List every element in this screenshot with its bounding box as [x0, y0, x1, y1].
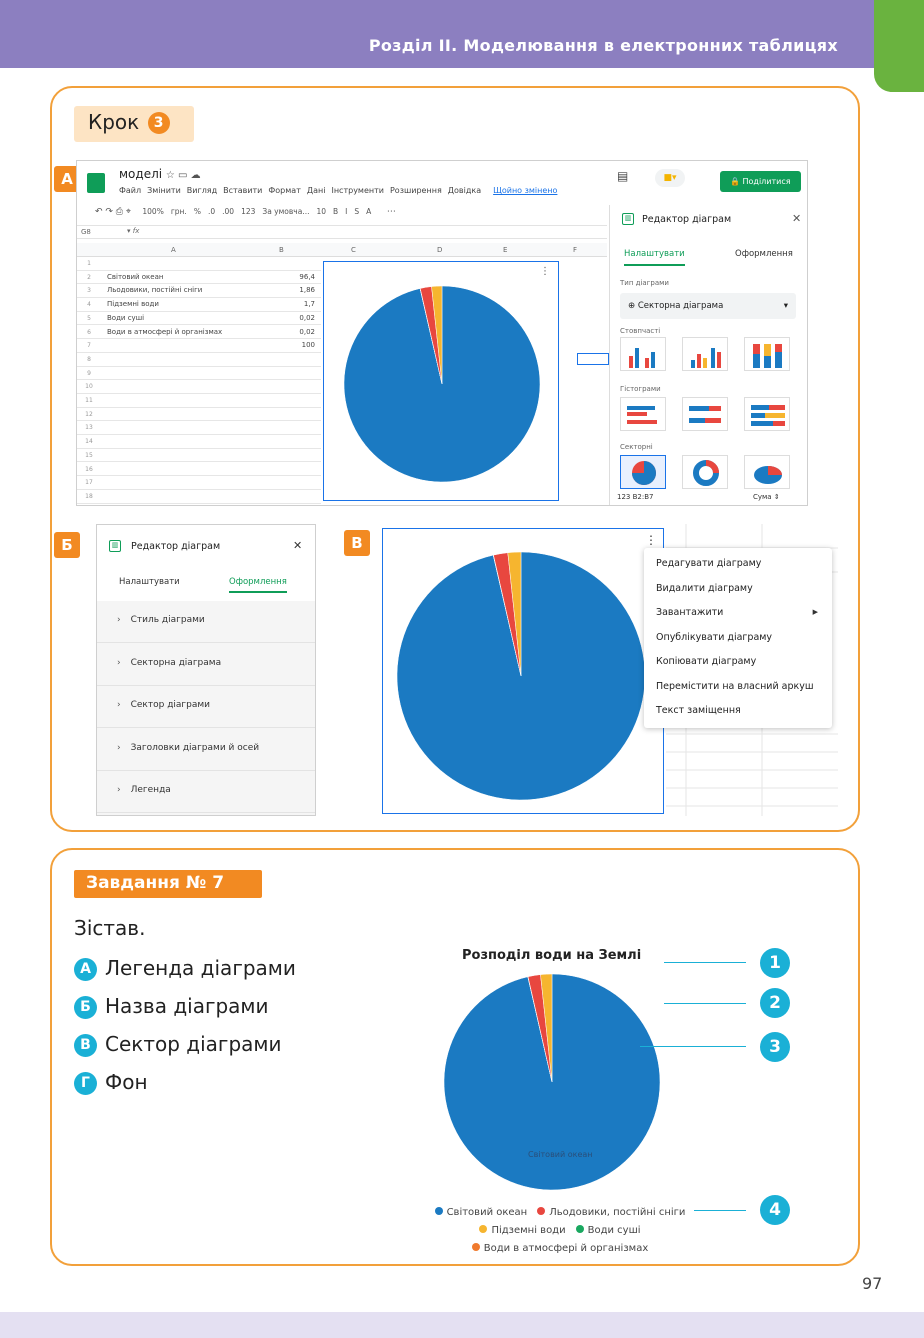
pie-chart-thumb-1[interactable] [620, 455, 666, 489]
context-menu-item[interactable]: Текст заміщення [656, 705, 741, 716]
row-number: 1 [87, 260, 91, 267]
table-row [77, 421, 321, 435]
table-row [77, 367, 321, 381]
style-section-item[interactable] [97, 686, 315, 728]
table-row [77, 394, 321, 408]
table-row [77, 476, 321, 490]
tab-setup[interactable]: Налаштувати [119, 577, 180, 587]
range-indicator: 123 B2:B7 [617, 493, 654, 501]
bar-chart-thumb-3[interactable] [744, 397, 790, 431]
close-icon[interactable]: ✕ [293, 539, 303, 552]
donut-chart-thumb[interactable] [682, 455, 728, 489]
callout-3: 3 [760, 1032, 790, 1062]
legend-label: Льодовики, постійні сніги [549, 1207, 686, 1218]
task-option [74, 956, 296, 981]
doc-title[interactable]: моделі ☆ ▭ ☁ [119, 167, 201, 181]
toolbar-item[interactable]: грн. [170, 207, 187, 216]
toolbar: ↶ ↷ ⎙ ⌖ 100% грн. % .0 .00 123 За умовча... 10 B I S A ⋯ [95, 207, 396, 217]
pie-3d-chart-thumb[interactable] [744, 455, 790, 489]
task-option [74, 994, 269, 1019]
table-row [77, 463, 321, 477]
style-section-label: Секторна діаграма [130, 657, 222, 668]
style-section-item[interactable] [97, 601, 315, 643]
row-number: 4 [87, 301, 91, 309]
legend-label: Світовий океан [446, 1207, 528, 1218]
task-option [74, 1070, 148, 1095]
table-row [77, 271, 321, 285]
row-number: 12 [85, 410, 93, 418]
chart-icon: ▥ [622, 213, 634, 225]
row-number: 3 [87, 287, 91, 295]
toolbar-item[interactable]: B [333, 207, 339, 216]
row-number: 15 [85, 451, 93, 459]
meet-icon[interactable]: ■▾ [655, 169, 685, 187]
callout-4: 4 [760, 1195, 790, 1225]
cell-a[interactable]: Підземні води [107, 300, 159, 309]
context-menu-item[interactable]: Опублікувати діаграму [656, 631, 773, 643]
option-text: Легенда діаграми [105, 956, 296, 980]
toolbar-item[interactable]: .00 [222, 207, 235, 216]
legend-item [479, 1225, 565, 1236]
chart-context-menu [644, 548, 832, 728]
step-label-text: Крок [88, 110, 140, 134]
callout-2: 2 [760, 988, 790, 1018]
legend-row [420, 1238, 700, 1256]
column-headers [77, 243, 607, 257]
legend-row [420, 1202, 700, 1220]
legend-swatch [537, 1207, 545, 1215]
legend-label: Води суші [587, 1225, 641, 1236]
tag-a: А [54, 166, 80, 192]
callout-line-4 [694, 1210, 746, 1211]
task-option [74, 1032, 281, 1057]
cell-b[interactable]: 100 [301, 341, 315, 350]
task-instruction: Зістав. [74, 916, 146, 940]
row-number: 16 [85, 465, 93, 473]
table-row [77, 435, 321, 449]
screenshot-a [76, 160, 808, 506]
table-row [77, 298, 321, 312]
cell-a[interactable]: Води в атмосфері й організмах [107, 327, 223, 336]
column-chart-thumb-2[interactable] [682, 337, 728, 371]
chapter-tab [874, 0, 924, 92]
chart-menu-icon[interactable]: ⋮ [645, 533, 657, 547]
toolbar-item[interactable]: За умовча... [262, 207, 310, 216]
screenshot-b [96, 524, 316, 816]
context-menu-item[interactable]: Видалити діаграму [656, 582, 753, 594]
option-letter-badge: Г [74, 1072, 97, 1095]
legend-item [537, 1207, 685, 1218]
column-header[interactable]: B [279, 246, 284, 254]
cell-b[interactable]: 1,7 [303, 300, 315, 309]
style-section-item[interactable] [97, 771, 315, 813]
table-row [77, 353, 321, 367]
cell-a[interactable]: Льодовики, постійні сніги [107, 286, 203, 295]
row-number: 6 [87, 328, 91, 336]
menu-item[interactable]: Формат [268, 186, 301, 195]
table-row [77, 408, 321, 422]
legend-swatch [479, 1225, 487, 1233]
legend-label: Води в атмосфері й організмах [483, 1243, 649, 1254]
row-number: 2 [87, 273, 91, 281]
table-row [77, 339, 321, 353]
menu-item[interactable]: Файл [119, 186, 142, 195]
toolbar-item[interactable]: 123 [241, 207, 256, 216]
last-change-link[interactable]: Щойно змінено [493, 186, 558, 195]
menu-item[interactable]: Інструменти [331, 186, 384, 195]
table-row [77, 312, 321, 326]
submenu-arrow-icon: ▶ [812, 608, 818, 616]
chart-legend [420, 1202, 700, 1256]
editor-title: Редактор діаграм [131, 541, 221, 552]
style-section-label: Сектор діаграми [130, 700, 211, 710]
menu-item[interactable]: Змінити [147, 186, 181, 195]
table-row [77, 490, 321, 504]
embedded-chart[interactable] [323, 261, 559, 501]
editor-title: Редактор діаграм [642, 214, 732, 225]
pie-chart-c [383, 529, 665, 815]
formula-bar [77, 225, 607, 239]
cell-a[interactable]: Води суші [107, 313, 145, 322]
footer-band [0, 1312, 924, 1338]
cell-b[interactable]: 0,02 [299, 327, 315, 336]
fx-icon: ▾ fx [127, 227, 140, 235]
comments-icon[interactable]: ▤ [617, 169, 629, 183]
chevron-right-icon: › [117, 785, 121, 795]
selected-cell[interactable] [577, 353, 609, 365]
table-row [77, 257, 321, 271]
bar-chart-thumb-2[interactable] [682, 397, 728, 431]
cell-b[interactable]: 0,02 [299, 313, 315, 322]
header-band [0, 0, 924, 68]
chevron-right-icon: › [117, 742, 121, 753]
menu-item[interactable]: Вигляд [186, 186, 218, 195]
context-menu-item[interactable]: Копіювати діаграму [656, 656, 757, 667]
sum-indicator[interactable]: Сума ⇕ [753, 493, 780, 501]
tag-c: В [344, 530, 370, 556]
style-section-label: Стиль діаграми [130, 615, 205, 625]
column-header[interactable]: A [171, 246, 176, 254]
legend-swatch [435, 1207, 443, 1215]
context-menu-item[interactable]: Завантажити [656, 607, 724, 618]
menu-item[interactable]: Дані [306, 186, 326, 195]
row-number: 9 [87, 369, 91, 377]
row-number: 14 [85, 438, 93, 446]
step-number-badge: 3 [148, 112, 170, 134]
cell-b[interactable]: 1,86 [299, 286, 315, 295]
tab-style[interactable]: Оформлення [735, 249, 793, 259]
bar-chart-thumb-1[interactable] [620, 397, 666, 431]
task-tag: Завдання № 7 [74, 870, 262, 898]
group-hist: Гістограми [620, 385, 661, 393]
chevron-right-icon: › [117, 657, 121, 668]
tab-style[interactable]: Оформлення [229, 577, 287, 593]
table-row [77, 449, 321, 463]
table-row [77, 284, 321, 298]
cell-ref: G8 [81, 228, 91, 236]
chart-type-label: Тип діаграми [620, 279, 669, 287]
pie-chart-a [324, 262, 560, 502]
menu-item[interactable]: Довідка [447, 186, 482, 195]
style-section-item[interactable] [97, 729, 315, 771]
chart-type-select[interactable]: ⊕ Секторна діаграма ▾ [620, 293, 796, 319]
option-letter-badge: А [74, 958, 97, 981]
column-header[interactable]: F [573, 246, 578, 254]
callout-line-1 [664, 962, 746, 963]
chart-title: Розподіл води на Землі [462, 948, 642, 963]
group-pie: Секторні [620, 443, 653, 451]
column-header[interactable]: E [503, 246, 508, 254]
chevron-right-icon: › [117, 700, 121, 710]
style-section-label: Заголовки діаграми й осей [130, 742, 260, 753]
option-letter-badge: Б [74, 996, 97, 1019]
option-text: Сектор діаграми [105, 1032, 282, 1056]
embedded-chart[interactable] [382, 528, 664, 814]
slice-label: Світовий океан [528, 1150, 593, 1159]
legend-label: Підземні води [491, 1225, 566, 1236]
row-number: 17 [85, 479, 93, 487]
pie-chart-main [412, 962, 692, 1202]
toolbar-item[interactable]: S [354, 207, 360, 216]
legend-row [420, 1220, 700, 1238]
cell-a[interactable]: Світовий океан [107, 272, 164, 281]
close-icon[interactable]: ✕ [792, 212, 802, 225]
row-number: 7 [87, 342, 91, 350]
column-chart-thumb-1[interactable] [620, 337, 666, 371]
style-section-item[interactable] [97, 644, 315, 686]
callout-line-2 [664, 1003, 746, 1004]
column-chart-thumb-3[interactable] [744, 337, 790, 371]
row-number: 18 [85, 492, 93, 500]
option-text: Назва діаграми [105, 994, 269, 1018]
legend-item [576, 1225, 641, 1236]
row-number: 13 [85, 424, 93, 432]
callout-line-3 [640, 1046, 746, 1047]
toolbar-item[interactable]: .0 [207, 207, 216, 216]
column-header[interactable]: D [437, 246, 443, 254]
chart-menu-icon[interactable]: ⋮ [540, 266, 550, 277]
row-number: 11 [85, 397, 93, 404]
style-section-label: Легенда [130, 785, 171, 795]
table-row [77, 326, 321, 340]
menu-bar [119, 186, 557, 195]
menu-item[interactable]: Розширення [389, 186, 442, 195]
toolbar-item[interactable]: % [193, 207, 201, 216]
step-label [74, 106, 194, 142]
section-title: Розділ ІІ. Моделювання в електронних таблицях [368, 36, 838, 55]
option-text: Фон [105, 1070, 148, 1094]
screenshot-c [370, 524, 838, 816]
table-row [77, 380, 321, 394]
share-button[interactable]: 🔒 Поділитися [720, 171, 801, 192]
column-header[interactable]: C [351, 246, 356, 254]
toolbar-item[interactable]: I [345, 207, 348, 216]
context-menu-item[interactable]: Перемістити на власний аркуш [656, 680, 814, 692]
cell-b[interactable]: 96,4 [299, 272, 315, 281]
callout-1: 1 [760, 948, 790, 978]
legend-item [435, 1207, 528, 1218]
chart-editor-panel [609, 205, 807, 505]
group-columns: Стовпчасті [620, 327, 661, 335]
legend-swatch [576, 1225, 584, 1233]
row-number: 5 [87, 314, 91, 322]
chevron-right-icon: › [117, 615, 121, 625]
toolbar-item[interactable]: A [366, 207, 372, 216]
row-number: 10 [85, 383, 93, 391]
context-menu-item[interactable]: Редагувати діаграму [656, 558, 762, 569]
legend-item [472, 1243, 649, 1254]
option-letter-badge: В [74, 1034, 97, 1057]
tag-b: Б [54, 532, 80, 558]
row-number: 8 [87, 355, 91, 363]
legend-swatch [472, 1243, 480, 1251]
page-number: 97 [862, 1274, 883, 1293]
sheets-logo-icon [87, 173, 105, 193]
tab-setup[interactable]: Налаштувати [624, 249, 685, 266]
menu-item[interactable]: Вставити [223, 186, 263, 195]
toolbar-item[interactable]: 100% [142, 207, 164, 216]
chart-icon: ▥ [109, 540, 121, 552]
toolbar-item[interactable]: 10 [316, 207, 327, 216]
